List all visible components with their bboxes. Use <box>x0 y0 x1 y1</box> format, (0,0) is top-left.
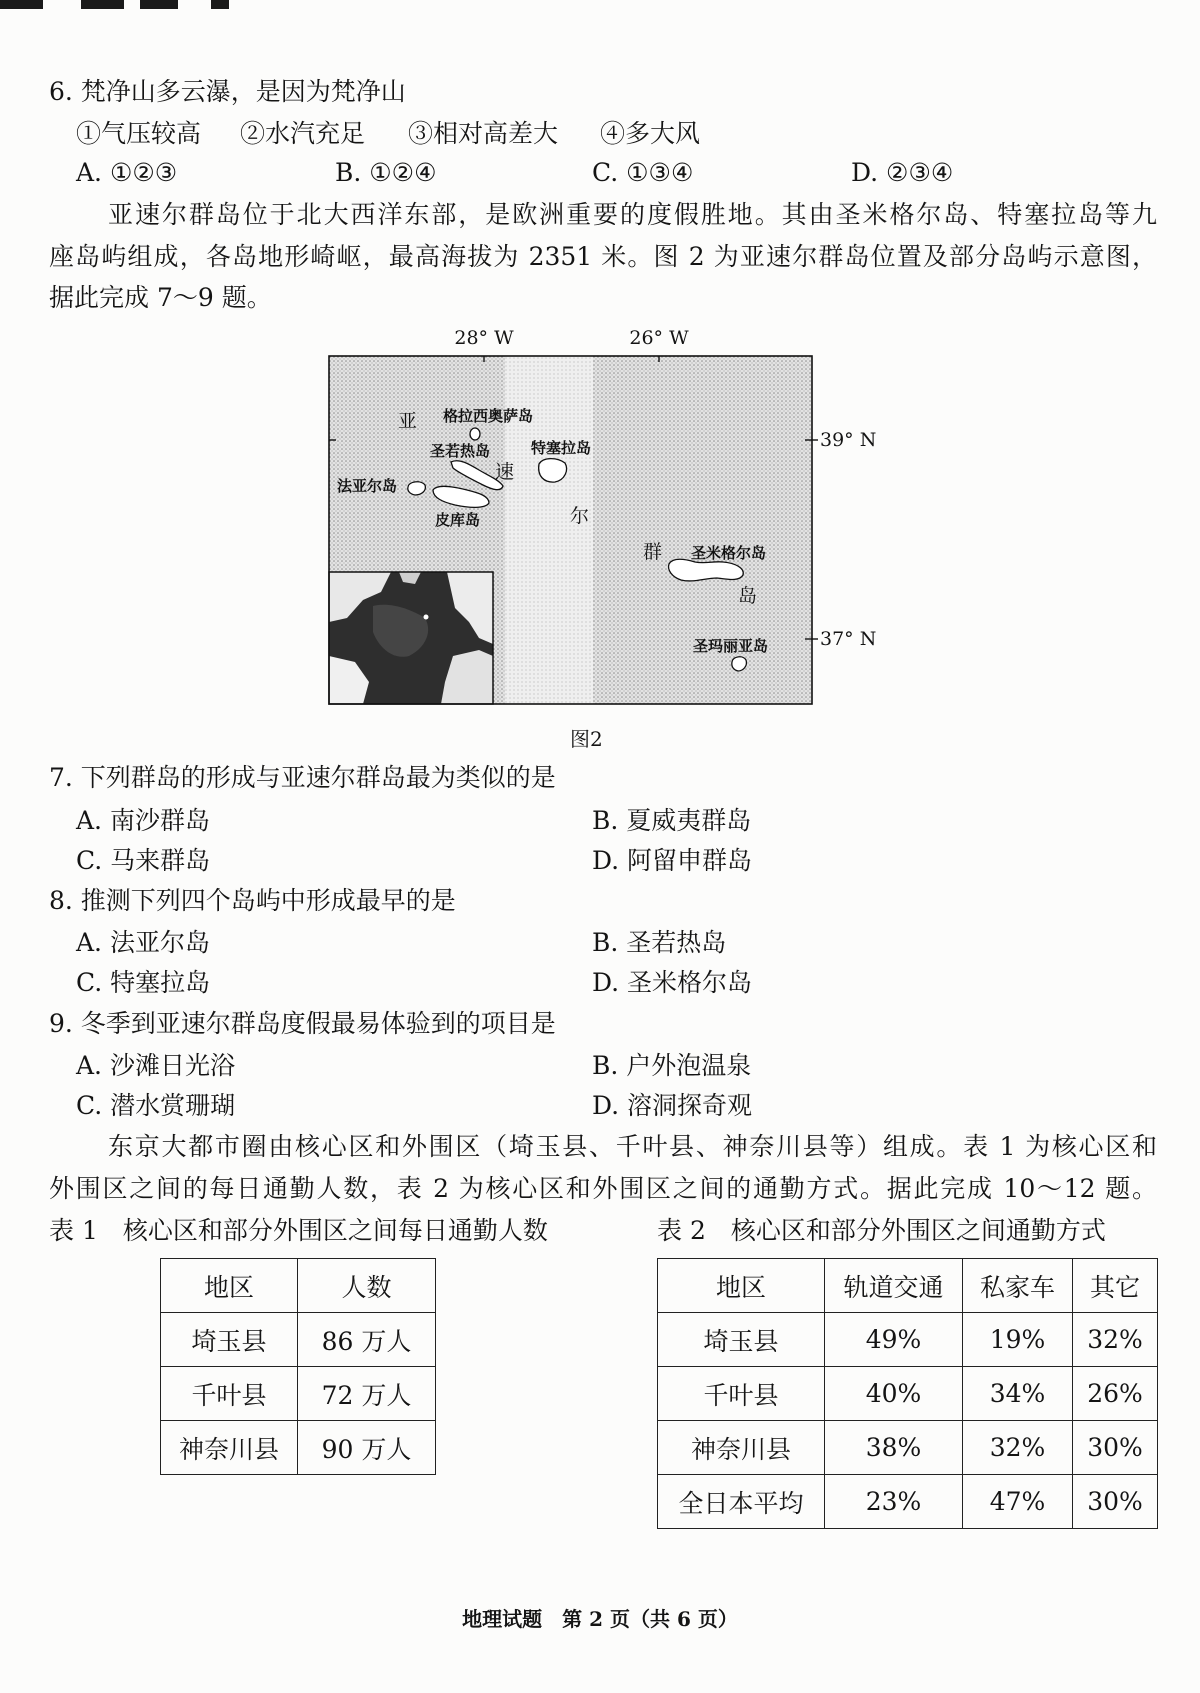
table-header-cell: 地区 <box>161 1259 298 1313</box>
table-row <box>658 1421 1158 1475</box>
archipelago-name-char: 群 <box>643 541 663 563</box>
question-6-statement: ①气压较高 <box>76 119 202 148</box>
question-8-option-a: A. 法亚尔岛 <box>76 928 210 957</box>
table-header-cell: 地区 <box>658 1259 825 1313</box>
table-1 <box>160 1258 436 1475</box>
question-9-option-b: B. 户外泡温泉 <box>592 1051 752 1080</box>
question-6-stem: 6. 梵净山多云瀑，是因为梵净山 <box>49 77 406 106</box>
table-cell: 神奈川县 <box>161 1421 298 1475</box>
label-graciosa: 格拉西奥萨岛 <box>443 407 534 425</box>
passage-tokyo-line: 外围区之间的每日通勤人数，表 2 为核心区和外围区之间的通勤方式。据此完成 10～12 题。 <box>49 1174 1157 1203</box>
table-cell: 埼玉县 <box>161 1313 298 1367</box>
question-8-option-b: B. 圣若热岛 <box>592 928 727 957</box>
table-row <box>658 1367 1158 1421</box>
question-6-option-c: C. ①③④ <box>592 158 694 187</box>
table-cell: 30% <box>1073 1475 1158 1529</box>
passage-azores-line: 据此完成 7～9 题。 <box>49 283 272 312</box>
longitude-label: 26° W <box>629 327 689 349</box>
label-santa-maria: 圣玛丽亚岛 <box>693 637 769 655</box>
table-row <box>161 1313 436 1367</box>
table-cell: 34% <box>963 1367 1073 1421</box>
table-cell: 86 万人 <box>298 1313 436 1367</box>
question-7-option-b: B. 夏威夷群岛 <box>592 806 752 835</box>
archipelago-name-char: 亚 <box>398 410 418 432</box>
table-cell: 49% <box>825 1313 963 1367</box>
question-6-statement: ②水汽充足 <box>240 119 366 148</box>
azores-map <box>329 356 812 704</box>
table-cell: 千叶县 <box>161 1367 298 1421</box>
question-7-option-a: A. 南沙群岛 <box>76 806 210 835</box>
passage-azores-line: 亚速尔群岛位于北大西洋东部，是欧洲重要的度假胜地。其由圣米格尔岛、特塞拉岛等九 <box>108 200 1157 229</box>
page-footer: 地理试题 第 2 页（共 6 页） <box>462 1607 738 1631</box>
table-row <box>161 1367 436 1421</box>
label-pico: 皮库岛 <box>435 511 481 529</box>
table-cell: 90 万人 <box>298 1421 436 1475</box>
scan-artifact <box>0 0 43 9</box>
question-7-option-c: C. 马来群岛 <box>76 846 211 875</box>
island-santa-maria <box>732 657 747 671</box>
table-cell: 40% <box>825 1367 963 1421</box>
table-cell: 38% <box>825 1421 963 1475</box>
passage-tokyo-line: 东京大都市圈由核心区和外围区（埼玉县、千叶县、神奈川县等）组成。表 1 为核心区和 <box>108 1132 1157 1161</box>
island-terceira <box>539 459 567 482</box>
table-cell: 19% <box>963 1313 1073 1367</box>
question-9-option-a: A. 沙滩日光浴 <box>76 1051 235 1080</box>
table-row <box>658 1475 1158 1529</box>
latitude-label: 37° N <box>820 628 877 650</box>
scan-artifact <box>211 0 229 9</box>
island-graciosa <box>470 428 480 440</box>
figure-caption: 图2 <box>570 727 603 751</box>
table-header-row <box>658 1259 1158 1313</box>
question-6-option-a: A. ①②③ <box>76 158 178 187</box>
archipelago-name-char: 岛 <box>738 585 758 607</box>
table-row <box>161 1421 436 1475</box>
table-header-cell: 轨道交通 <box>825 1259 963 1313</box>
table-1-title: 表 1 核心区和部分外围区之间每日通勤人数 <box>49 1216 548 1245</box>
label-sao-jorge: 圣若热岛 <box>430 442 491 460</box>
table-cell: 26% <box>1073 1367 1158 1421</box>
question-8-stem: 8. 推测下列四个岛屿中形成最早的是 <box>49 886 456 915</box>
table-cell: 全日本平均 <box>658 1475 825 1529</box>
table-header-row <box>161 1259 436 1313</box>
archipelago-name-char: 速 <box>495 461 515 483</box>
question-7-stem: 7. 下列群岛的形成与亚速尔群岛最为类似的是 <box>49 763 556 792</box>
table-cell: 47% <box>963 1475 1073 1529</box>
question-9-option-d: D. 溶洞探奇观 <box>592 1091 753 1120</box>
table-cell: 30% <box>1073 1421 1158 1475</box>
passage-azores-line: 座岛屿组成，各岛地形崎岖，最高海拔为 2351 米。图 2 为亚速尔群岛位置及部分岛屿示意图， <box>49 242 1157 271</box>
question-6-statement: ④多大风 <box>600 119 701 148</box>
question-8-option-d: D. 圣米格尔岛 <box>592 968 753 997</box>
table-2 <box>657 1258 1158 1529</box>
question-6-option-b: B. ①②④ <box>335 158 437 187</box>
question-7-option-d: D. 阿留申群岛 <box>592 846 753 875</box>
question-6-statement: ③相对高差大 <box>408 119 559 148</box>
table-cell: 23% <box>825 1475 963 1529</box>
locator-inset <box>329 572 493 704</box>
scan-artifact <box>81 0 124 9</box>
table-header-cell: 其它 <box>1073 1259 1158 1313</box>
question-9-stem: 9. 冬季到亚速尔群岛度假最易体验到的项目是 <box>49 1009 556 1038</box>
table-header-cell: 人数 <box>298 1259 436 1313</box>
longitude-label: 28° W <box>454 327 514 349</box>
label-sao-miguel: 圣米格尔岛 <box>691 544 767 562</box>
table-cell: 埼玉县 <box>658 1313 825 1367</box>
scan-artifact <box>140 0 178 9</box>
label-faial: 法亚尔岛 <box>337 477 398 495</box>
question-9-option-c: C. 潜水赏珊瑚 <box>76 1091 236 1120</box>
table-row <box>658 1313 1158 1367</box>
latitude-label: 39° N <box>820 429 877 451</box>
table-cell: 32% <box>1073 1313 1158 1367</box>
archipelago-name-char: 尔 <box>570 505 590 527</box>
question-6-option-d: D. ②③④ <box>851 158 954 187</box>
table-cell: 32% <box>963 1421 1073 1475</box>
table-2-title: 表 2 核心区和部分外围区之间通勤方式 <box>657 1216 1106 1245</box>
table-cell: 千叶县 <box>658 1367 825 1421</box>
table-cell: 神奈川县 <box>658 1421 825 1475</box>
table-header-cell: 私家车 <box>963 1259 1073 1313</box>
island-faial <box>408 482 426 495</box>
table-cell: 72 万人 <box>298 1367 436 1421</box>
question-8-option-c: C. 特塞拉岛 <box>76 968 211 997</box>
label-terceira: 特塞拉岛 <box>531 439 592 457</box>
